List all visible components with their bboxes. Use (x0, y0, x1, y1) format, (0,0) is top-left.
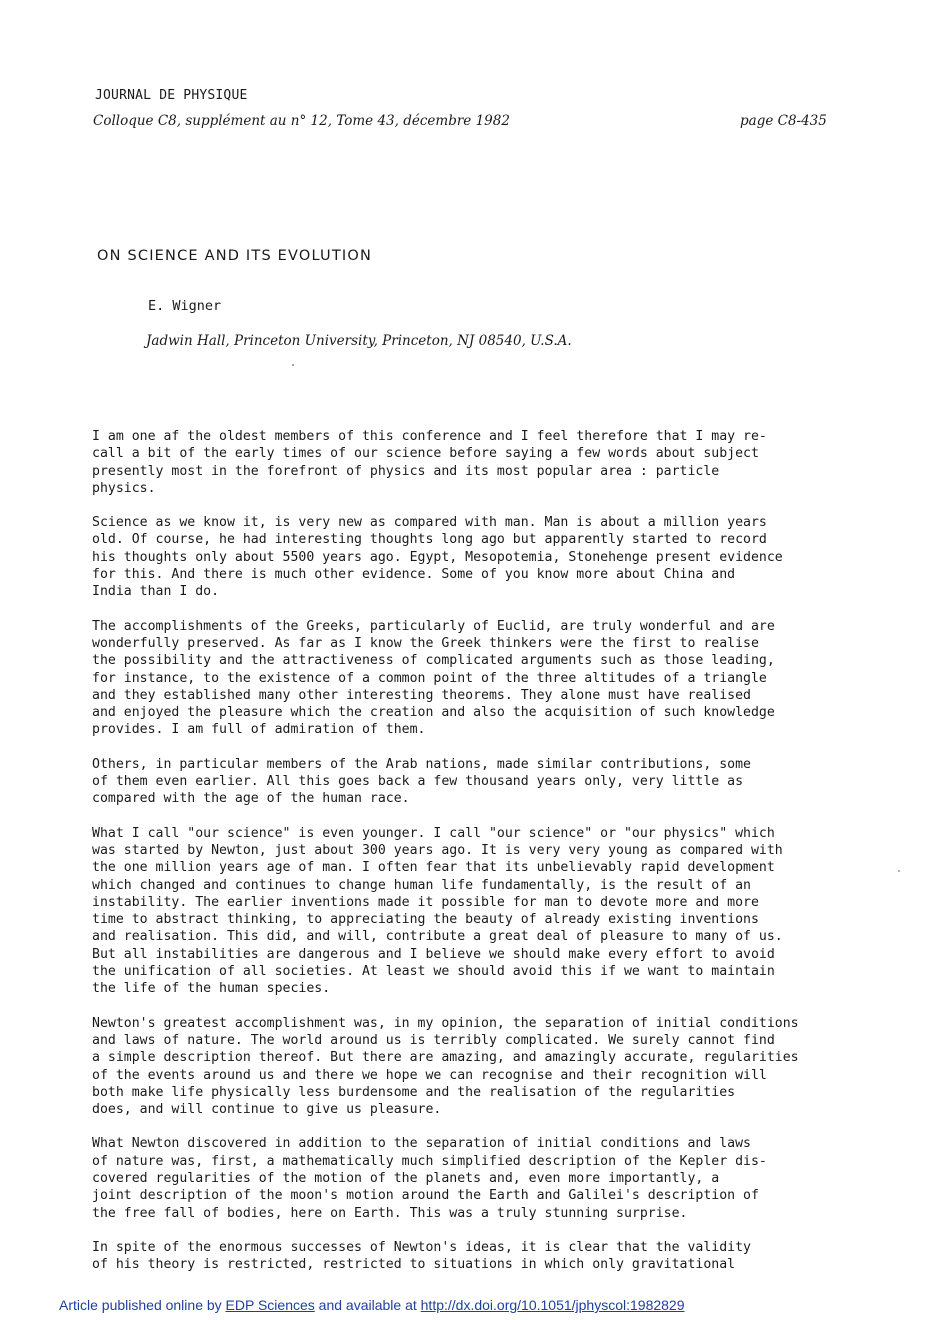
footer-middle: and available at (318, 1297, 417, 1313)
paragraph: What Newton discovered in addition to the separation of initial conditions and laws of nature was, first, a mathematically much simplified description of the Kepler dis- covered regularities of the motion of the planets and, even more importantly, a joint description of the moon's motion around the Earth and Galilei's description of the free fall of bodies, here on Earth. This was a truly stunning surprise. (92, 1136, 767, 1221)
paragraph: The accomplishments of the Greeks, particularly of Euclid, are truly wonderful and are wonderfully preserved. As far as I know the Greek thinkers were the first to realise the possibility and the attractiveness of complicated arguments such as those leading, for instance, to the existence of a common point of the three altitudes of a triangle and they established many other interesting theorems. They alone must have realised and enjoyed the pleasure which the creation and also the acquisition of such knowledge provides. I am full of admiration of them. (92, 618, 775, 738)
publisher-link[interactable]: EDP Sciences (225, 1297, 315, 1313)
scan-speck (292, 364, 294, 366)
paragraph: I am one af the oldest members of this conference and I feel therefore that I may re- call a bit of the early times of our science before saying a few words about subject presently most in the forefront of physics and its most popular area : particle physics. (92, 429, 767, 496)
scan-speck (898, 870, 900, 872)
doi-link[interactable]: http://dx.doi.org/10.1051/jphyscol:1982829 (420, 1297, 685, 1313)
journal-name: JOURNAL DE PHYSIQUE (95, 88, 248, 103)
paragraph: Science as we know it, is very new as compared with man. Man is about a million years old. Of course, he had interesting thoughts long ago but apparently started to record his thoughts only about 5500 years ago. Egypt, Mesopotemia, Stonehenge present evidence for this. And there is much other evidence. Some of you know more about China and India than I do. (92, 515, 783, 600)
publication-footer (59, 1297, 685, 1313)
paragraph: Newton's greatest accomplishment was, in my opinion, the separation of initial conditions and laws of nature. The world around us is terribly complicated. We surely cannot find a simple description thereof. But there are amazing, and amazingly accurate, regularities of the events around us and there we hope we can recognise and their recognition will both make life physically less burdensome and the realisation of the regularities does, and will continue to give us pleasure. (92, 1015, 799, 1118)
paragraph: What I call "our science" is even younger. I call "our science" or "our physics" which was started by Newton, just about 300 years ago. It is very very young as compared with the one million years age of man. I often fear that its unbelievably rapid development which changed and continues to change human life fundamentally, is the result of an instability. The earlier inventions made it possible for man to devote more and more time to abstract thinking, to appreciating the beauty of already existing inventions and realisation. This did, and will, contribute a great deal of pleasure to many of us. But all instabilities are dangerous and I believe we should make every effort to avoid the unification of all societies. At least we should avoid this if we want to maintain the life of the human species. (92, 825, 783, 997)
paragraph: In spite of the enormous successes of Newton's ideas, it is clear that the validity of his theory is restricted, restricted to situations in which only gravitational (92, 1239, 751, 1273)
author-affiliation: Jadwin Hall, Princeton University, Princeton, NJ 08540, U.S.A. (146, 333, 572, 349)
footer-prefix: Article published online by (59, 1297, 222, 1313)
author-name: E. Wigner (148, 298, 222, 314)
page-number: page C8-435 (740, 113, 827, 129)
article-body (92, 428, 842, 1290)
colloque-info: Colloque C8, supplément au n° 12, Tome 43, décembre 1982 (93, 113, 510, 129)
article-title: ON SCIENCE AND ITS EVOLUTION (97, 248, 373, 264)
paragraph: Others, in particular members of the Arab nations, made similar contributions, some of them even earlier. All this goes back a few thousand years only, very little as compared with the age of the human race. (92, 756, 751, 807)
